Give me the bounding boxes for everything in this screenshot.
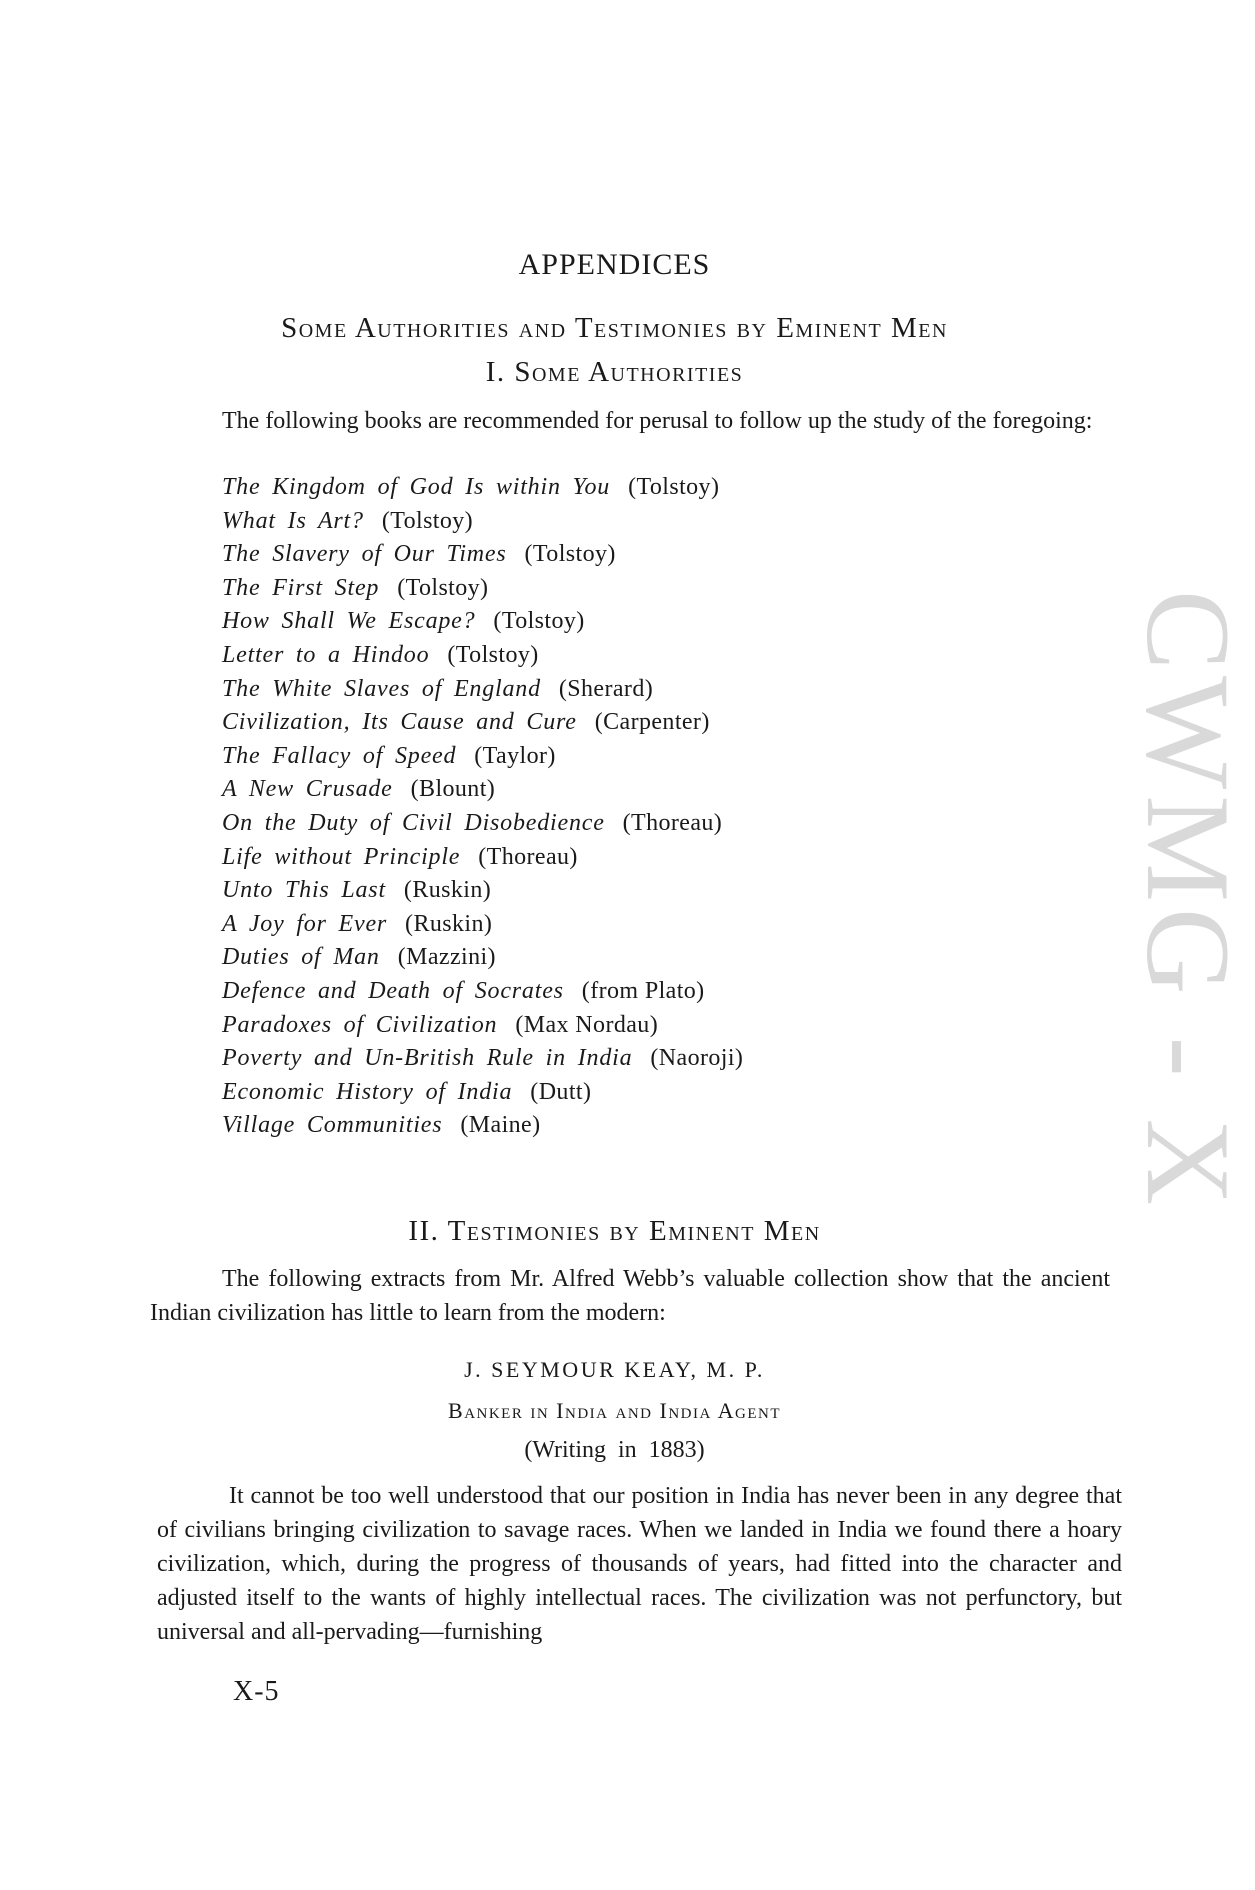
- book-list-item: [222, 605, 743, 639]
- book-title: Unto This Last: [222, 877, 386, 904]
- book-author: (Ruskin): [405, 910, 493, 937]
- book-list-item: [222, 639, 743, 673]
- section-heading-authorities: I. Some Authorities: [485, 356, 744, 388]
- book-list-item: [222, 538, 743, 572]
- book-title: A Joy for Ever: [222, 910, 388, 937]
- book-title: The First Step: [222, 574, 380, 601]
- testimony-speaker: J. SEYMOUR KEAY, M. P.: [464, 1357, 765, 1382]
- book-author: (Naoroji): [650, 1045, 744, 1072]
- book-title: Life without Principle: [222, 843, 461, 870]
- book-author: (Tolstoy): [447, 641, 539, 668]
- book-author: (Tolstoy): [493, 608, 585, 635]
- book-author: (Carpenter): [594, 709, 710, 736]
- book-title: Civilization, Its Cause and Cure: [222, 709, 577, 736]
- book-list-item: [222, 1109, 743, 1143]
- intro-paragraph: The following books are recommended for perusal to follow up the study of the foregoing:: [222, 408, 1093, 434]
- book-author: (Mazzini): [397, 944, 496, 971]
- page-title: APPENDICES: [518, 248, 711, 281]
- book-list-item: [222, 908, 743, 942]
- page-subtitle: Some Authorities and Testimonies by Eminent Men: [281, 312, 948, 344]
- book-list-item: [222, 773, 743, 807]
- book-title: Defence and Death of Socrates: [222, 977, 564, 1004]
- watermark: CWMG - X: [1122, 590, 1255, 1212]
- book-list-item: [222, 572, 743, 606]
- book-title: Letter to a Hindoo: [222, 641, 430, 668]
- book-author: (Taylor): [474, 742, 556, 769]
- book-list-item: [222, 841, 743, 875]
- book-title: What Is Art?: [222, 507, 364, 534]
- book-list-item: [222, 941, 743, 975]
- book-author: (Thoreau): [622, 809, 723, 836]
- book-list-item: [222, 505, 743, 539]
- book-author: (Ruskin): [403, 877, 492, 904]
- book-title: Poverty and Un-British Rule in India: [222, 1045, 633, 1072]
- book-author: (from Plato): [581, 977, 705, 1004]
- book-title: Village Communities: [222, 1112, 443, 1139]
- book-author: (Maine): [460, 1112, 541, 1139]
- book-author: (Sherard): [558, 675, 654, 702]
- book-author: (Tolstoy): [381, 507, 474, 534]
- testimony-quote: It cannot be too well understood that our position in India has never been in any degree that of civilians bringing civilization to savage races. When we landed in India we found there a hoary civilization, which, during the progress of thousands of years, had fitted into the character and adjusted itself to the wants of highly intellectual races. The civilization was not perfunctory, but universal and all-pervading—furnishing: [157, 1483, 1122, 1645]
- book-author: (Tolstoy): [397, 574, 489, 601]
- book-title: The Fallacy of Speed: [222, 742, 457, 769]
- book-title: The Kingdom of God Is within You: [222, 474, 611, 500]
- book-title: Duties of Man: [222, 944, 380, 971]
- book-list-item: [222, 1042, 743, 1076]
- book-author: (Blount): [410, 776, 496, 803]
- book-list-item: [222, 975, 743, 1009]
- book-list-item: [222, 706, 743, 740]
- book-list-item: [222, 874, 743, 908]
- book-list: [222, 471, 743, 1143]
- book-list-item: [222, 740, 743, 774]
- book-list-item: [222, 1076, 743, 1110]
- book-title: How Shall We Escape?: [222, 608, 476, 635]
- testimony-role: Banker in India and India Agent: [448, 1398, 781, 1423]
- book-author: (Max Nordau): [515, 1011, 659, 1038]
- book-title: The White Slaves of England: [222, 675, 541, 702]
- book-author: (Thoreau): [478, 843, 578, 870]
- book-title: On the Duty of Civil Disobedience: [222, 809, 605, 836]
- section-heading-testimonies: II. Testimonies by Eminent Men: [408, 1215, 821, 1247]
- testimony-date-note: (Writing in 1883): [524, 1437, 705, 1463]
- book-title: Economic History of India: [222, 1078, 513, 1105]
- book-list-item: [222, 673, 743, 707]
- book-list-item: [222, 1009, 743, 1043]
- book-author: (Dutt): [530, 1078, 592, 1105]
- book-author: (Tolstoy): [628, 474, 720, 500]
- book-title: A New Crusade: [222, 776, 393, 803]
- testimonies-intro-paragraph: The following extracts from Mr. Alfred Webb’s valuable collection show that the ancient Indian civilization has little to learn from the modern:: [150, 1266, 1110, 1326]
- page-number: X-5: [233, 1676, 280, 1707]
- book-list-item: [222, 471, 743, 505]
- book-title: The Slavery of Our Times: [222, 541, 507, 568]
- book-author: (Tolstoy): [524, 541, 616, 568]
- book-title: Paradoxes of Civilization: [222, 1011, 498, 1038]
- book-list-item: [222, 807, 743, 841]
